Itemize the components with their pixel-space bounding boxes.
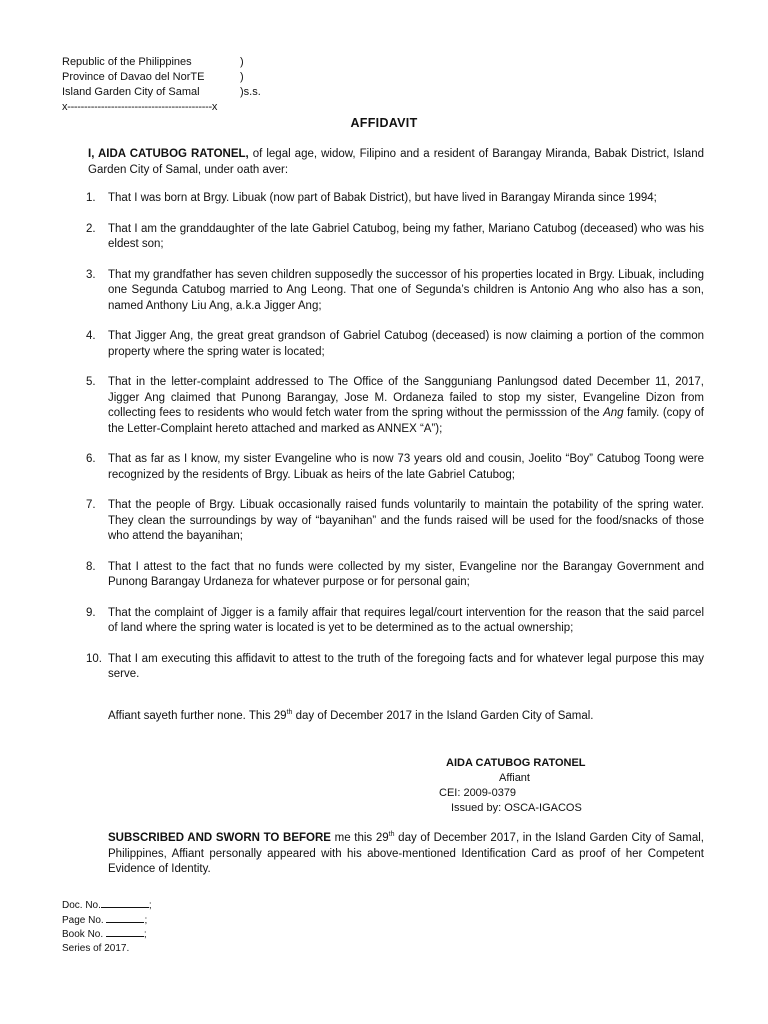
averment-text: That my grandfather has seven children supposedly the successor of his properties located in Brgy. Libuak, including one Segunda Catubog married to Ang Leong. That one of Segunda’s children is Antonio Ang who also has a son, named Anthony Liu Ang, a.k.a Jigger Ang;: [108, 268, 704, 312]
averment-text: That Jigger Ang, the great great grandson of Gabriel Catubog (deceased) is now claiming a portion of the common property where the spring water is located;: [108, 330, 704, 358]
averment-text-part: That in the letter-complaint addressed to The Office of the Sangguniang Panlungsod dated December 11, 2017, Jigger Ang claimed that Punong Barangay, Jose M. Ordaneza failed to stop my sister, Evangeline Dizon from collecting fees to residents who would fetch water from the spring without the permisssion of the: [108, 376, 704, 419]
venue-separator: x-------------------------------------------x: [62, 101, 218, 113]
averment-number: 2.: [86, 222, 96, 235]
closing-statement: [108, 710, 594, 722]
averment-item: [86, 452, 704, 483]
book-no-blank: [106, 927, 144, 937]
closing-text: day of December 2017 in the Island Garden City of Samal.: [292, 710, 594, 722]
doc-no-blank: [101, 898, 149, 908]
averment-number: 3.: [86, 268, 96, 281]
jurat-bold: SUBSCRIBED AND SWORN TO BEFORE: [108, 832, 331, 844]
averment-text: That I was born at Brgy. Libuak (now part of Babak District), but have lived in Barangay Miranda since 1994;: [108, 192, 657, 204]
venue-line-label: Republic of the Philippines: [62, 56, 192, 68]
doc-no-line: [62, 898, 152, 913]
page-no-label: Page No.: [62, 914, 107, 926]
jurat-text: day of December 2017, in the Island Garden City of Samal, Philippines, Affiant personally appeared with his above-mentioned Identification Card as proof of her Competent Evidence of Identity.: [108, 832, 704, 875]
page-no-blank: [106, 913, 144, 923]
averment-text-part: family. (copy of the Letter-Complaint hereto attached and marked as ANNEX “A”);: [108, 407, 704, 435]
averment-item: [86, 222, 704, 253]
averment-text: That I am the granddaughter of the late Gabriel Catubog, being my father, Mariano Catubog (deceased) who was his eldest son;: [108, 222, 704, 250]
venue-line-mark: ): [240, 71, 244, 83]
doc-no-label: Doc. No.: [62, 900, 101, 911]
averment-item: [86, 268, 704, 315]
book-no-end: ;: [143, 929, 147, 940]
averment-number: 6.: [86, 453, 96, 465]
venue-line: [62, 55, 261, 70]
averment-text: That the people of Brgy. Libuak occasionally raised funds voluntarily to maintain the potability of the spring water. They clean the surroundings by way of “bayanihan” and the funds raised will be used for the food/snacks of those who attend the bayanihan;: [108, 499, 704, 542]
venue-line-mark: )s.s.: [240, 86, 261, 98]
book-no-label: Book No.: [62, 929, 106, 940]
closing-text: Affiant sayeth further none. This 29: [108, 710, 287, 722]
page-no-end: ;: [144, 914, 148, 926]
averment-item: [86, 191, 704, 207]
book-no-line: [62, 927, 152, 942]
venue-line: [62, 85, 261, 100]
notarial-register: [62, 898, 152, 955]
signatory-cei: CEI: 2009-0379: [439, 787, 517, 799]
averment-number: 4.: [86, 330, 96, 342]
averment-item: [86, 329, 704, 360]
intro-paragraph: [62, 147, 704, 178]
averment-text: That I attest to the fact that no funds were collected by my sister, Evangeline nor the Barangay Government and Punong Barangay Urdaneza for whatever purpose or for personal gain;: [108, 560, 704, 588]
averment-number: 5.: [86, 376, 96, 388]
doc-no-end: ;: [148, 900, 152, 911]
averments-list: [86, 191, 704, 683]
jurat-text: me this 29: [330, 832, 389, 844]
signatory-name: AIDA CATUBOG RATONEL: [446, 757, 586, 769]
jurat-paragraph: [62, 831, 704, 878]
averment-item: [86, 606, 704, 637]
averment-text: That as far as I know, my sister Evangeline who is now 73 years old and cousin, Joelito “Boy” Catubog Toong were recognized by the residents of Brgy. Libuak as heirs of the late Gabriel Catubog;: [108, 453, 704, 481]
averment-text: [108, 375, 704, 437]
venue-line-label: Province of Davao del NorTE: [62, 71, 205, 83]
intro-text: of legal age, widow, Filipino and a resident of Barangay Miranda, Babak District, Island Garden City of Samal, under oath aver:: [88, 148, 704, 176]
averment-number: 1.: [86, 192, 96, 204]
signatory-role: Affiant: [499, 772, 530, 784]
document-title: AFFIDAVIT: [350, 116, 418, 130]
venue-header: [62, 55, 261, 115]
averment-item: [86, 498, 704, 545]
averment-number: 7.: [86, 499, 96, 511]
averment-text: That I am executing this affidavit to attest to the truth of the foregoing facts and for whatever legal purpose this may serve.: [108, 652, 704, 680]
averment-number: 8.: [86, 560, 96, 573]
affiant-name-intro: I, AIDA CATUBOG RATONEL,: [88, 148, 249, 160]
venue-line-mark: ): [240, 56, 244, 68]
series-line: Series of 2017.: [62, 942, 130, 954]
averment-item: [86, 652, 704, 683]
averment-item: [86, 560, 704, 591]
page-no-line: [62, 913, 152, 928]
venue-line: [62, 70, 261, 85]
averment-text: That the complaint of Jigger is a family affair that requires legal/court intervention for the reason that the said parcel of land where the spring water is located is yet to be determined as to the actual ownership;: [108, 606, 704, 634]
jurat-ordinal: th: [388, 831, 395, 839]
venue-line-label: Island Garden City of Samal: [62, 86, 200, 98]
signatory-issued-by: Issued by: OSCA-IGACOS: [451, 802, 582, 814]
closing-ordinal: th: [286, 709, 293, 717]
averment-item: [86, 375, 704, 437]
averment-text-italic: Ang: [603, 407, 624, 419]
averment-number: 10.: [86, 652, 102, 665]
averment-number: 9.: [86, 606, 96, 619]
